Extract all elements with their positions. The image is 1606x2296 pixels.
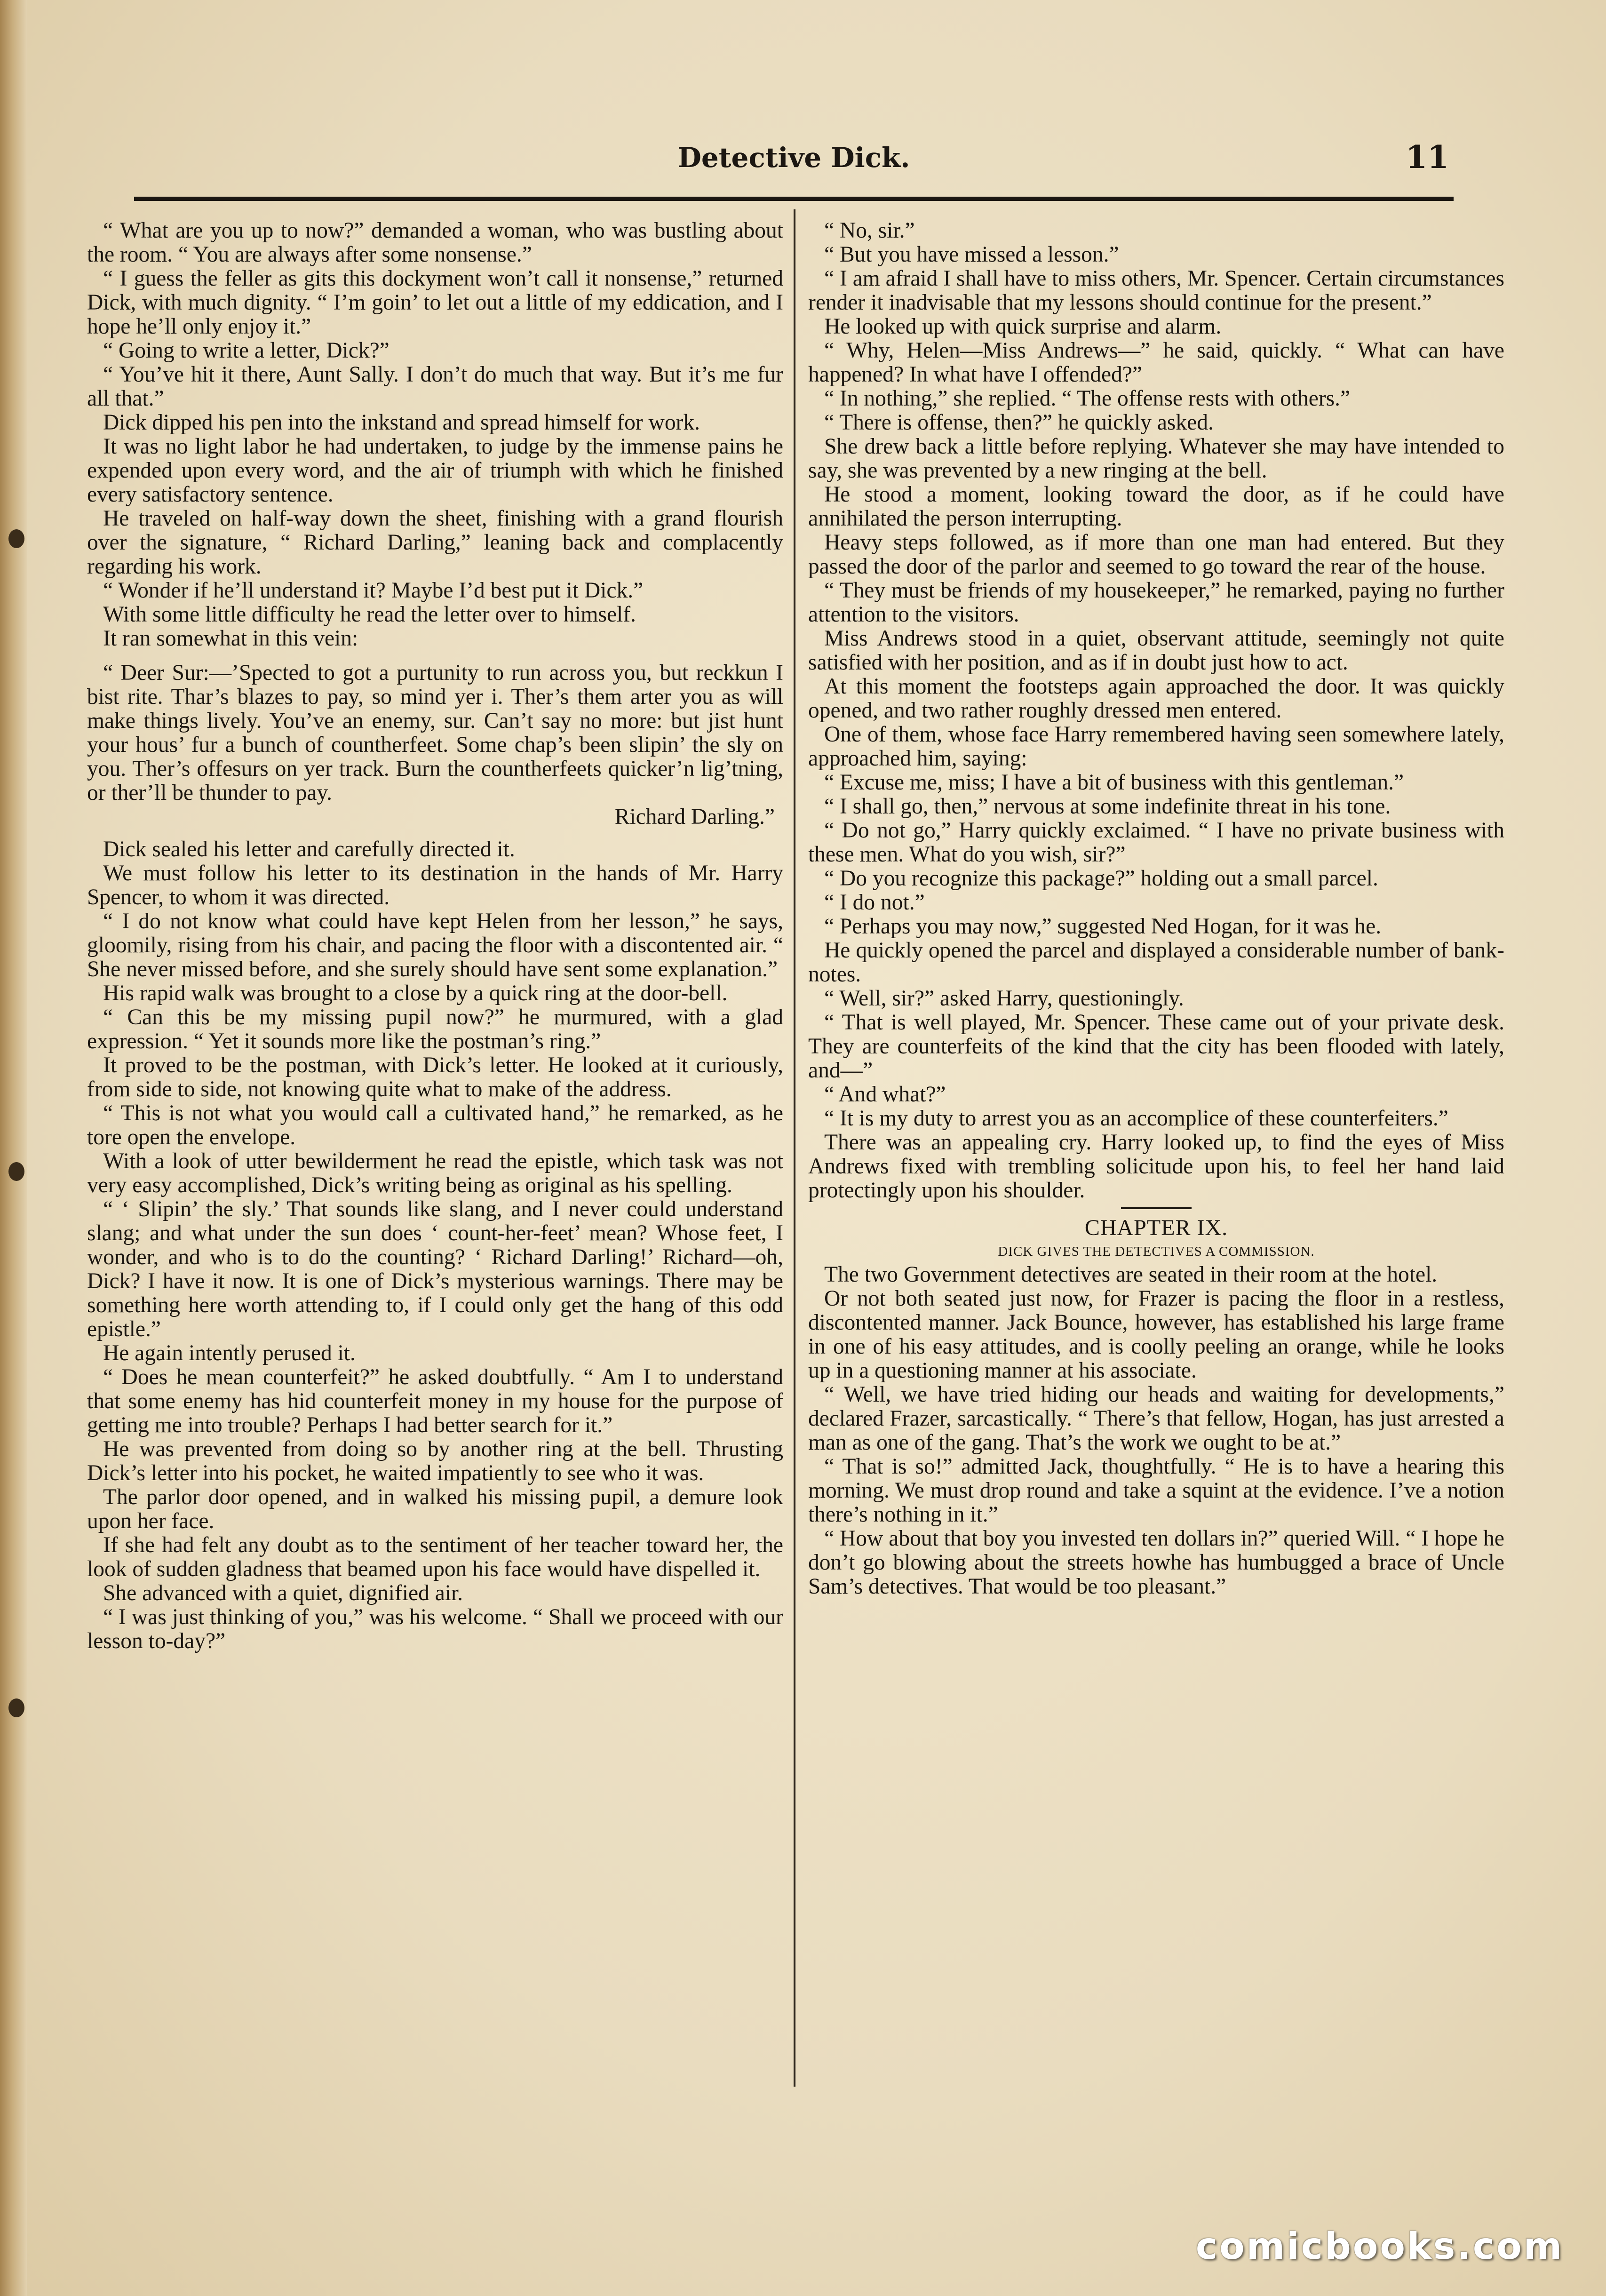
binding-hole xyxy=(8,1162,24,1181)
paragraph: He traveled on half-way down the sheet, finishing with a grand flourish over the signature, “ Richard Darling,” leaning back and complacently regarding his work. xyxy=(87,506,783,579)
paragraph: “ I guess the feller as gits this dockyment won’t call it nonsense,” returned Dick, with much dignity. “ I’m goin’ to let out a little of my eddication, and I hope he’ll only enjoy it.” xyxy=(87,266,783,339)
paragraph: “ Perhaps you may now,” suggested Ned Hogan, for it was he. xyxy=(824,914,1382,939)
paragraph: “ Well, we have tried hiding our heads and waiting for developments,” declared Frazer, sarcastically. “ There’s that fellow, Hogan, has just arrested a man as one of the gang. That’s the work we ought to be at.” xyxy=(808,1382,1504,1455)
paragraph: “ Excuse me, miss; I have a bit of business with this gentleman.” xyxy=(824,770,1404,795)
paragraph: “ Wonder if he’ll understand it? Maybe I’d best put it Dick.” xyxy=(103,578,644,603)
paragraph: “ What are you up to now?” demanded a woman, who was bustling about the room. “ You are always after some nonsense.” xyxy=(87,219,783,267)
paragraph: “ There is offense, then?” he quickly asked. xyxy=(824,410,1214,435)
paragraph: “ Does he mean counterfeit?” he asked doubtfully. “ Am I to understand that some enemy has hid counterfeit money in my house for the purpose of getting me into trouble? Perhaps I had better search for it.” xyxy=(87,1365,783,1437)
paragraph: The two Government detectives are seated in their room at the hotel. xyxy=(824,1262,1438,1287)
paragraph: It was no light labor he had undertaken, to judge by the immense pains he expended upon every word, and the air of triumph with which he finished every satisfactory sentence. xyxy=(87,434,783,507)
paragraph: Dick sealed his letter and carefully directed it. xyxy=(103,837,515,861)
page-header xyxy=(134,139,1454,186)
page-number: 11 xyxy=(1406,139,1449,175)
paragraph: It proved to be the postman, with Dick’s letter. He looked at it curiously, from side to side, not knowing quite what to make of the address. xyxy=(87,1053,783,1101)
right-column xyxy=(808,219,1504,2080)
paragraph: “ Do you recognize this package?” holding out a small parcel. xyxy=(824,866,1378,891)
paragraph: He quickly opened the parcel and displayed a considerable number of bank-notes. xyxy=(808,938,1504,987)
paragraph: His rapid walk was brought to a close by a quick ring at the door-bell. xyxy=(103,981,728,1005)
paragraph: “ I am afraid I shall have to miss others, Mr. Spencer. Certain circumstances render it inadvisable that my lessons should continue for the present.” xyxy=(808,266,1504,315)
paragraph: He stood a moment, looking toward the door, as if he could have annihilated the person interrupting. xyxy=(808,482,1504,531)
chapter-title: CHAPTER IX. xyxy=(1084,1215,1228,1240)
paragraph: Heavy steps followed, as if more than one man had entered. But they passed the door of the parlor and seemed to go toward the rear of the house. xyxy=(808,530,1504,579)
paragraph: “ That is so!” admitted Jack, thoughtfully. “ He is to have a hearing this morning. We must drop round and take a squint at the evidence. I’ve a notion there’s nothing in it.” xyxy=(808,1454,1504,1527)
paragraph: With a look of utter bewilderment he read the epistle, which task was not very easy accomplished, Dick’s writing being as original as his spelling. xyxy=(87,1149,783,1197)
page-binding-edge xyxy=(0,0,27,2296)
binding-hole xyxy=(8,1698,24,1717)
left-column xyxy=(87,219,783,2080)
section-divider xyxy=(1121,1207,1192,1209)
paragraph: We must follow his letter to its destination in the hands of Mr. Harry Spencer, to whom it was directed. xyxy=(87,861,783,909)
paragraph: Miss Andrews stood in a quiet, observant attitude, seemingly not quite satisfied with her position, and as if in doubt just how to act. xyxy=(808,626,1504,675)
paragraph: He was prevented from doing so by another ring at the bell. Thrusting Dick’s letter into his pocket, he waited impatiently to see who it was. xyxy=(87,1437,783,1485)
paragraph: “ This is not what you would call a cultivated hand,” he remarked, as he tore open the envelope. xyxy=(87,1101,783,1149)
paragraph: “ But you have missed a lesson.” xyxy=(824,242,1119,267)
paragraph: “ Well, sir?” asked Harry, questioningly. xyxy=(824,986,1184,1011)
paragraph: Or not both seated just now, for Frazer is pacing the floor in a restless, discontented manner. Jack Bounce, however, has established his large frame in one of his easy attitudes, and is coolly peeling an orange, while he looks up in a questioning manner at his associate. xyxy=(808,1286,1504,1383)
paragraph: At this moment the footsteps again approached the door. It was quickly opened, and two rather roughly dressed men entered. xyxy=(808,674,1504,723)
paragraph: “ I was just thinking of you,” was his welcome. “ Shall we proceed with our lesson to-day?” xyxy=(87,1605,783,1653)
paragraph: One of them, whose face Harry remembered having seen somewhere lately, approached him, saying: xyxy=(808,722,1504,771)
paragraph: “ In nothing,” she replied. “ The offense rests with others.” xyxy=(824,386,1351,411)
paragraph: “ I do not.” xyxy=(824,890,925,915)
paragraph: “ It is my duty to arrest you as an accomplice of these counterfeiters.” xyxy=(824,1106,1448,1131)
paragraph: There was an appealing cry. Harry looked up, to find the eyes of Miss Andrews fixed with trembling solicitude upon his, to feel her hand laid protectingly upon his shoulder. xyxy=(808,1130,1504,1203)
paragraph: “ You’ve hit it there, Aunt Sally. I don’t do much that way. But it’s me fur all that.” xyxy=(87,362,783,411)
paragraph: “ Do not go,” Harry quickly exclaimed. “ I have no private business with these men. What do you wish, sir?” xyxy=(808,818,1504,867)
paragraph: She drew back a little before replying. Whatever she may have intended to say, she was prevented by a new ringing at the bell. xyxy=(808,434,1504,483)
paragraph: It ran somewhat in this vein: xyxy=(103,626,358,651)
paragraph: “ I shall go, then,” nervous at some indefinite threat in his tone. xyxy=(824,794,1391,819)
paragraph: “ No, sir.” xyxy=(824,219,915,243)
paragraph: “ And what?” xyxy=(824,1082,946,1107)
paragraph: “ Going to write a letter, Dick?” xyxy=(103,338,390,363)
paragraph: “ How about that boy you invested ten dollars in?” queried Will. “ I hope he don’t go blowing about the streets howhe has humbugged a brace of Uncle Sam’s detectives. That would be too pleasant.” xyxy=(808,1526,1504,1599)
paragraph: “ I do not know what could have kept Helen from her lesson,” he says, gloomily, rising from his chair, and pacing the floor with a discontented air. “ She never missed before, and she surely should have sent some explanation.” xyxy=(87,909,783,981)
letter-body: “ Deer Sur:—’Spected to got a purtunity to run across you, but reckkun I bist rite. Thar’s blazes to pay, so mind yer i. Ther’s them arter you as will make things lively. You’ve an enemy, sur. Can’t say no more: but jist hunt your hous’ fur a bunch of countherfeet. Some chap’s been slipin’ the sly on you. Ther’s offesurs on yer track. Burn the countherfeets quicker’n lig’tning, or ther’ll be thunder to pay. xyxy=(87,661,783,805)
paragraph: “ ‘ Slipin’ the sly.’ That sounds like slang, and I never could understand slang; and what under the sun does ‘ count-her-feet’ mean? Whose feet, I wonder, and who is to do the counting? ‘ Richard Darling!’ Richard—oh, Dick? I have it now. It is one of Dick’s mysterious warnings. There may be something here worth attending to, if I could only get the hang of this odd epistle.” xyxy=(87,1197,783,1341)
paragraph: He again intently perused it. xyxy=(103,1341,356,1365)
paragraph: Dick dipped his pen into the inkstand and spread himself for work. xyxy=(103,410,700,435)
paragraph: “ That is well played, Mr. Spencer. These came out of your private desk. They are counterfeits of the kind that the city has been flooded with lately, and—” xyxy=(808,1010,1504,1083)
quoted-letter xyxy=(87,661,783,829)
paragraph: The parlor door opened, and in walked his missing pupil, a demure look upon her face. xyxy=(87,1485,783,1533)
paragraph: He looked up with quick surprise and alarm. xyxy=(824,314,1222,339)
running-title: Detective Dick. xyxy=(677,142,910,174)
paragraph: If she had felt any doubt as to the sentiment of her teacher toward her, the look of sudden gladness that beamed upon his face would have dispelled it. xyxy=(87,1533,783,1581)
chapter-subtitle: DICK GIVES THE DETECTIVES A COMMISSION. xyxy=(998,1244,1315,1259)
column-divider xyxy=(794,209,795,2087)
binding-hole xyxy=(8,529,24,548)
paragraph: She advanced with a quiet, dignified air. xyxy=(103,1581,463,1605)
paragraph: “ Why, Helen—Miss Andrews—” he said, quickly. “ What can have happened? In what have I offended?” xyxy=(808,338,1504,387)
letter-signature: Richard Darling.” xyxy=(614,805,775,829)
header-rule xyxy=(134,197,1454,201)
paragraph: With some little difficulty he read the letter over to himself. xyxy=(103,602,636,627)
paragraph: “ They must be friends of my housekeeper,” he remarked, paying no further attention to the visitors. xyxy=(808,578,1504,627)
watermark: comicbooks.com xyxy=(1195,2225,1564,2268)
paragraph: “ Can this be my missing pupil now?” he murmured, with a glad expression. “ Yet it sounds more like the postman’s ring.” xyxy=(87,1005,783,1053)
